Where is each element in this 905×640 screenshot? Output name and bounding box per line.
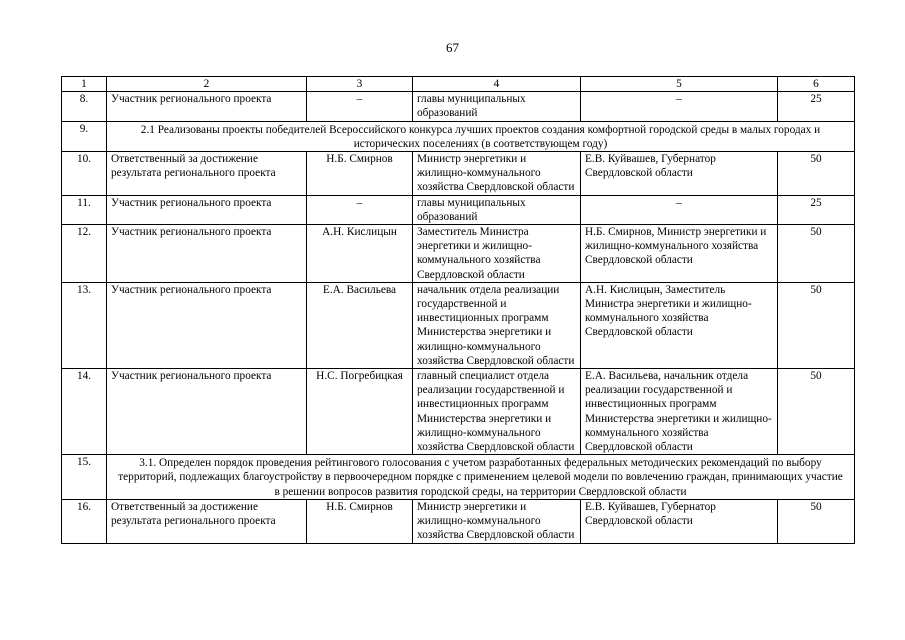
header-cell: 5: [581, 77, 778, 92]
position-cell: начальник отдела реализации государственной и инвестиционных программ Министерства энергетики и жилищно-коммунального хозяйства Свердловской области: [413, 282, 581, 368]
role-cell: Участник регионального проекта: [107, 92, 307, 121]
role-cell: Ответственный за достижение результата регионального проекта: [107, 499, 307, 543]
name-cell: Н.С. Погребицкая: [307, 369, 413, 455]
task-row: [62, 455, 855, 500]
role-cell: Участник регионального проекта: [107, 282, 307, 368]
page-number: 67: [446, 40, 459, 55]
position-cell: главный специалист отдела реализации государственной и инвестиционных программ Министерства энергетики и жилищно-коммунального хозяйства Свердловской области: [413, 369, 581, 455]
supervisor-cell: Н.Б. Смирнов, Министр энергетики и жилищно-коммунального хозяйства Свердловской области: [581, 225, 778, 283]
table-row: [62, 282, 855, 368]
supervisor-cell: –: [581, 195, 778, 224]
header-cell: 1: [62, 77, 107, 92]
role-cell: Ответственный за достижение результата регионального проекта: [107, 152, 307, 196]
task-row: [62, 121, 855, 151]
supervisor-cell: Е.В. Куйвашев, Губернатор Свердловской области: [581, 499, 778, 543]
role-cell: Участник регионального проекта: [107, 225, 307, 283]
row-number: 14.: [62, 369, 107, 455]
row-number: 9.: [62, 121, 107, 151]
table-row: [62, 499, 855, 543]
supervisor-cell: Е.А. Васильева, начальник отдела реализации государственной и инвестиционных программ Министерства энергетики и жилищно-коммунального хозяйства Свердловской области: [581, 369, 778, 455]
supervisor-cell: –: [581, 92, 778, 121]
share-cell: 50: [778, 369, 855, 455]
supervisor-cell: А.Н. Кислицын, Заместитель Министра энергетики и жилищно-коммунального хозяйства Свердловской области: [581, 282, 778, 368]
row-number: 12.: [62, 225, 107, 283]
header-row: [62, 77, 855, 92]
table-row: [62, 195, 855, 224]
share-cell: 50: [778, 152, 855, 196]
row-number: 10.: [62, 152, 107, 196]
share-cell: 50: [778, 225, 855, 283]
task-text: 2.1 Реализованы проекты победителей Всероссийского конкурса лучших проектов создания комфортной городской среды в малых городах и исторических поселениях (в соответствующем году): [107, 121, 855, 151]
name-cell: Н.Б. Смирнов: [307, 152, 413, 196]
header-cell: 4: [413, 77, 581, 92]
participants-table: [61, 76, 855, 544]
row-number: 16.: [62, 499, 107, 543]
table-row: [62, 225, 855, 283]
name-cell: –: [307, 195, 413, 224]
row-number: 15.: [62, 455, 107, 500]
name-cell: Н.Б. Смирнов: [307, 499, 413, 543]
position-cell: главы муниципальных образований: [413, 195, 581, 224]
header-cell: 6: [778, 77, 855, 92]
name-cell: А.Н. Кислицын: [307, 225, 413, 283]
header-cell: 2: [107, 77, 307, 92]
role-cell: Участник регионального проекта: [107, 195, 307, 224]
share-cell: 50: [778, 282, 855, 368]
position-cell: Заместитель Министра энергетики и жилищно-коммунального хозяйства Свердловской области: [413, 225, 581, 283]
position-cell: главы муниципальных образований: [413, 92, 581, 121]
row-number: 13.: [62, 282, 107, 368]
role-cell: Участник регионального проекта: [107, 369, 307, 455]
supervisor-cell: Е.В. Куйвашев, Губернатор Свердловской области: [581, 152, 778, 196]
table-row: [62, 92, 855, 121]
table-row: [62, 152, 855, 196]
row-number: 11.: [62, 195, 107, 224]
share-cell: 25: [778, 92, 855, 121]
position-cell: Министр энергетики и жилищно-коммунального хозяйства Свердловской области: [413, 499, 581, 543]
share-cell: 50: [778, 499, 855, 543]
position-cell: Министр энергетики и жилищно-коммунального хозяйства Свердловской области: [413, 152, 581, 196]
name-cell: –: [307, 92, 413, 121]
row-number: 8.: [62, 92, 107, 121]
header-cell: 3: [307, 77, 413, 92]
name-cell: Е.А. Васильева: [307, 282, 413, 368]
share-cell: 25: [778, 195, 855, 224]
task-text: 3.1. Определен порядок проведения рейтингового голосования с учетом разработанных федеральных методических рекомендаций по выбору территорий, подлежащих благоустройству в первоочередном порядке с применением целевой модели по вовлечению граждан, принимающих участие в решении вопросов развития городской среды, на территории Свердловской области: [107, 455, 855, 500]
table-row: [62, 369, 855, 455]
